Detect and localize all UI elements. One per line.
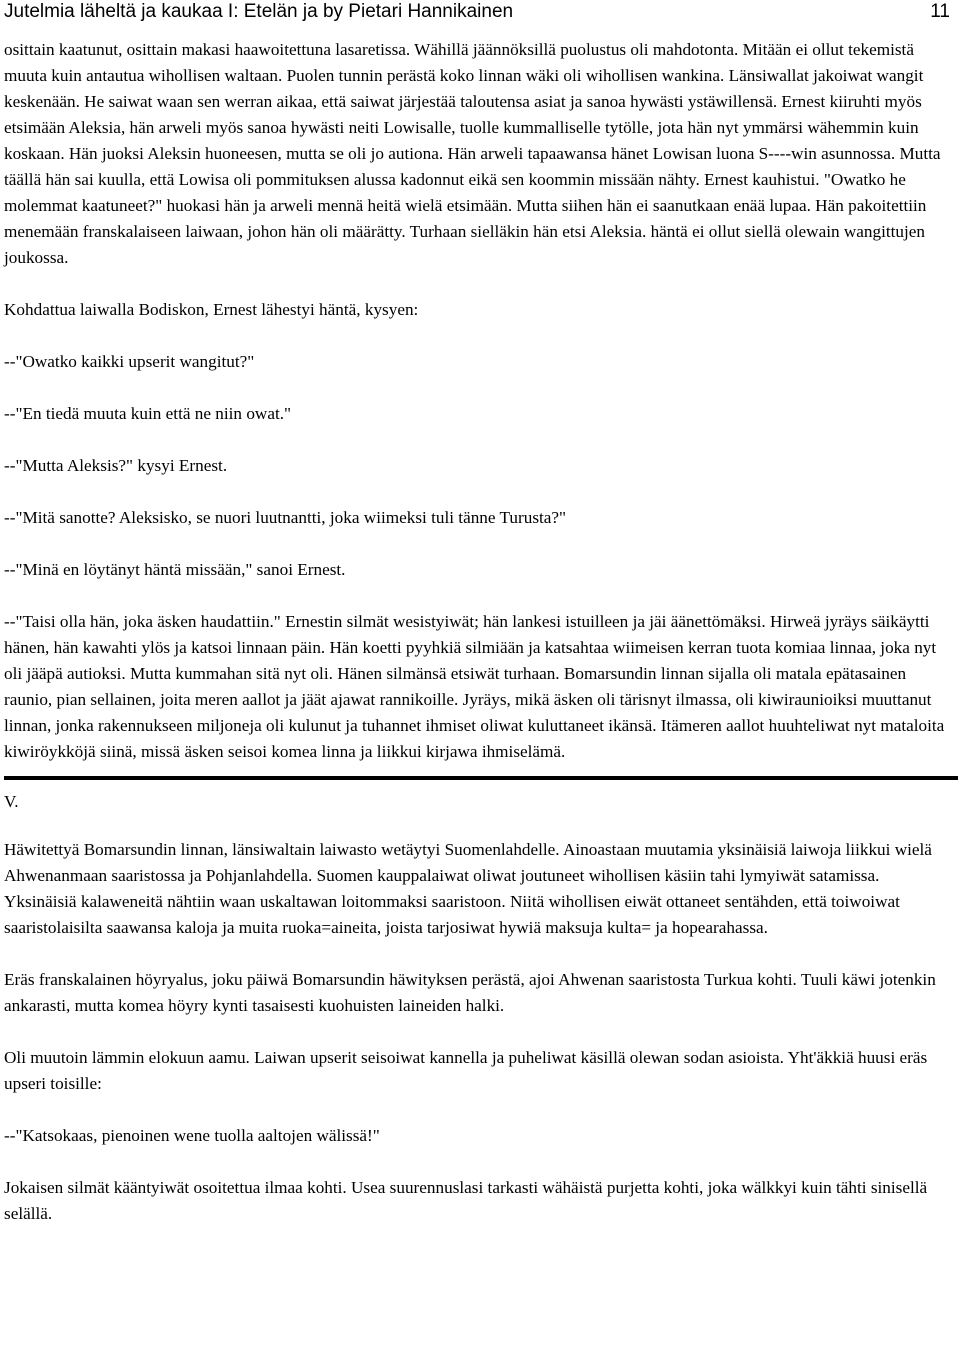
page-content xyxy=(4,37,954,1227)
dialogue-line: --"En tiedä muuta kuin että ne niin owat." xyxy=(4,404,292,423)
book-title: Jutelmia läheltä ja kaukaa I: Etelän ja by Pietari Hannikainen xyxy=(4,1,514,22)
dialogue-line: --"Mutta Aleksis?" kysyi Ernest. xyxy=(4,456,228,475)
paragraph: Kohdattua laiwalla Bodiskon, Ernest lähestyi häntä, kysyen: xyxy=(4,300,419,319)
paragraph: Eräs franskalainen höyryalus, joku päiwä Bomarsundin häwityksen perästä, ajoi Ahwenan saaristosta Turkua kohti. Tuuli käwi jotenkin ankarasti, mutta komea höyry kynti tasaisesti kuohuisten laineiden halki. xyxy=(4,970,936,1015)
section-divider xyxy=(4,776,958,780)
paragraph: osittain kaatunut, osittain makasi haawoitettuna lasaretissa. Wähillä jäännöksillä puolustus oli mahdotonta. Mitään ei ollut tekemistä muuta kuin antautua wihollisen waltaan. Puolen tunnin perästä koko linnan wäki oli wihollisen wankina. Länsiwallat jakoiwat wangit keskenään. He saiwat waan sen werran aikaa, että saiwat järjestää taloutensa asiat ja sanoa hywästi ystäwillensä. Ernest kiiruhti myös etsimään Aleksia, hän arweli myös sanoa hywästi neiti Lowisalle, tuolle kummalliselle tytölle, jota hän nyt ymmärsi wähemmin kuin koskaan. Hän juoksi Aleksin huoneesen, mutta se oli jo autiona. Hän arweli tapaawansa hänet Lowisan luona S----win asunnossa. Mutta täällä hän sai kuulla, että Lowisa oli pommituksen alussa kadonnut eikä sen koommin missään nähty. Ernest kauhistui. "Owatko he molemmat kaatuneet?" huokasi hän ja arweli mennä heitä wielä etsimään. Mutta siihen hän ei saanutkaan enää lupaa. Hän pakoitettiin menemään franskalaiseen laiwaan, johon hän oli määrätty. Turhaan sielläkin hän etsi Aleksia. häntä ei ollut siellä olewain wangittujen joukossa. xyxy=(4,40,941,267)
paragraph: Oli muutoin lämmin elokuun aamu. Laiwan upserit seisoiwat kannella ja puheliwat käsillä olewan sodan asioista. Yht'äkkiä huusi eräs upseri toisille: xyxy=(4,1048,928,1093)
dialogue-line: --"Katsokaas, pienoinen wene tuolla aaltojen wälissä!" xyxy=(4,1126,380,1145)
paragraph: Häwitettyä Bomarsundin linnan, länsiwaltain laiwasto wetäytyi Suomenlahdelle. Ainoastaan muutamia yksinäisiä laiwoja liikkui wielä Ahwenanmaan saaristossa ja Pohjanlahdella. Suomen kauppalaiwat oliwat joutuneet wihollisen käsiin tahi lymyiwät satamissa. Yksinäisiä kalaweneitä nähtiin waan uskaltawan loitommaksi saaristoon. Niitä wihollisen eiwät ottaneet sentähden, että toiwoiwat saaristolaisilta saawansa kaloja ja muita ruoka=aineita, joista tarjosiwat hywiä maksuja kulta= ja hopearahassa. xyxy=(4,840,932,937)
page-header xyxy=(4,0,950,28)
paragraph: --"Taisi olla hän, joka äsken haudattiin." Ernestin silmät wesistyiwät; hän lankesi istuilleen ja jäi äänettömäksi. Hirweä jyräys säikäytti hänen, hän kawahti ylös ja katsoi linnaan päin. Hän koetti pyyhkiä silmiään ja katsahtaa wiimeisen kerran tuota komiaa linnaa, joka nyt oli jääpä autioksi. Mutta kummahan sitä nyt oli. Hänen silmänsä etsiwät turhaan. Bomarsundin linnan sijalla oli matala epätasainen raunio, pian sellainen, joita meren aallot ja jäät ajawat rannikoille. Jyräys, mikä äsken oli tärisnyt ilmassa, oli kiwiraunioiksi muuttanut linnan, jonka rakennukseen miljoneja oli kulunut ja tuhannet ihmiset oliwat kuluttaneet ikänsä. Itämeren aallot huuhteliwat nyt mataloita kiwiröykköjä siinä, missä äsken seisoi komea linna ja liikkui kirjawa ihmiselämä. xyxy=(4,612,945,761)
chapter-heading: V. xyxy=(4,792,19,811)
paragraph: Jokaisen silmät kääntyiwät osoitettua ilmaa kohti. Usea suurennuslasi tarkasti wähäistä purjetta kohti, joka wälkkyi kuin tähti sinisellä selällä. xyxy=(4,1178,928,1223)
dialogue-line: --"Owatko kaikki upserit wangitut?" xyxy=(4,352,255,371)
dialogue-line: --"Minä en löytänyt häntä missään," sanoi Ernest. xyxy=(4,560,346,579)
dialogue-line: --"Mitä sanotte? Aleksisko, se nuori luutnantti, joka wiimeksi tuli tänne Turusta?" xyxy=(4,508,567,527)
page-number: 11 xyxy=(930,1,950,22)
